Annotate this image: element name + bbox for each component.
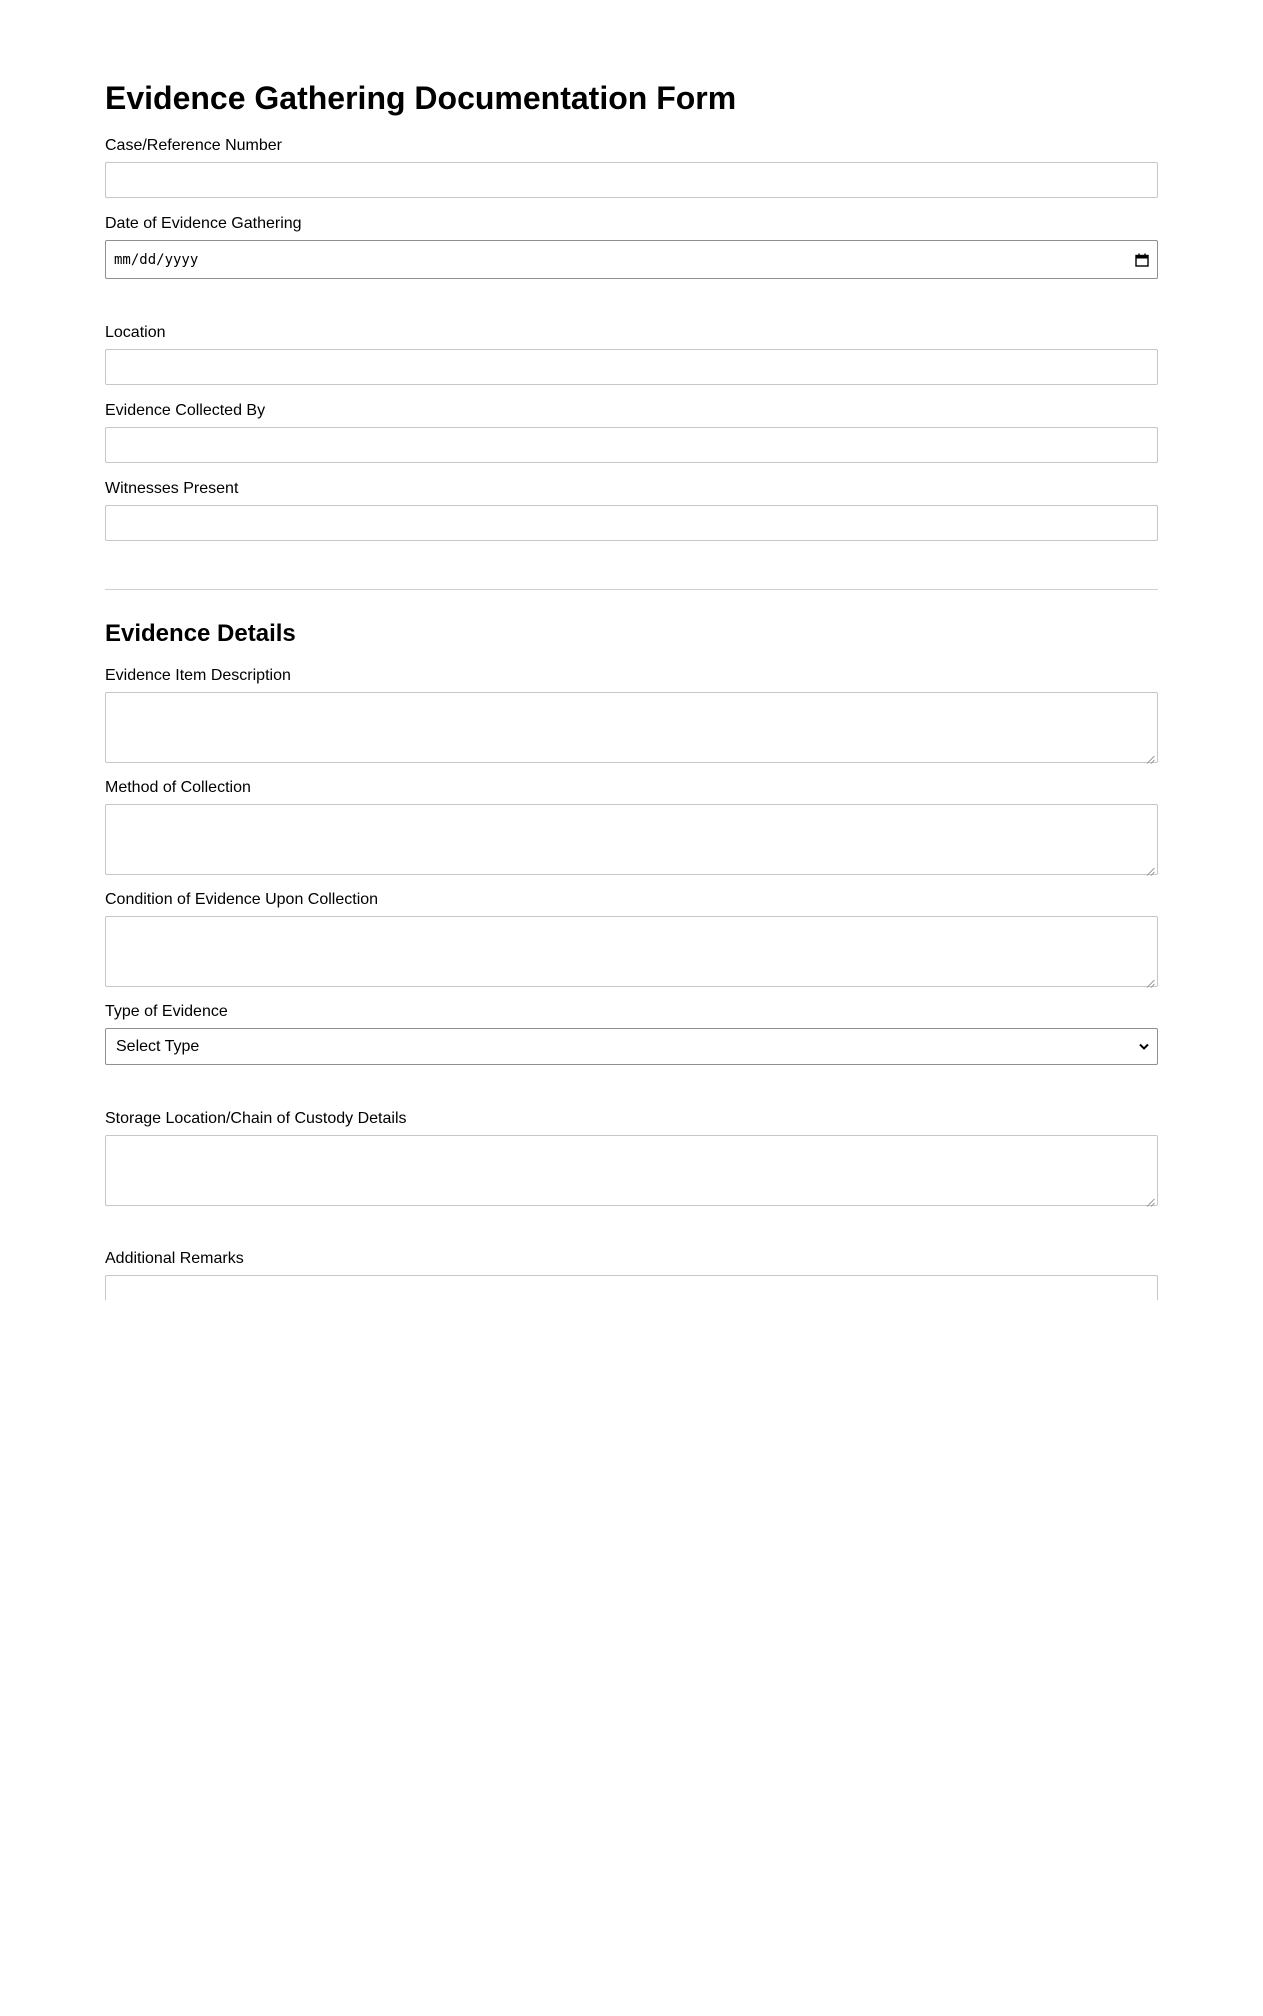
page-title: Evidence Gathering Documentation Form (105, 80, 737, 116)
resize-grip-icon[interactable] (1146, 751, 1155, 760)
resize-grip-icon[interactable] (1146, 1194, 1155, 1203)
storage-textarea[interactable] (105, 1135, 1158, 1206)
condition-textarea[interactable] (105, 916, 1158, 987)
item-description-textarea[interactable] (105, 692, 1158, 763)
witnesses-input[interactable] (105, 505, 1158, 541)
evidence-details-heading: Evidence Details (105, 620, 296, 647)
calendar-icon[interactable] (1135, 253, 1149, 267)
condition-label: Condition of Evidence Upon Collection (105, 891, 379, 908)
date-input[interactable] (105, 240, 1158, 279)
remarks-label: Additional Remarks (105, 1250, 244, 1267)
evidence-type-select[interactable] (105, 1028, 1158, 1065)
date-placeholder: mm/dd/yyyy (114, 251, 199, 268)
resize-grip-icon[interactable] (1146, 863, 1155, 872)
section-divider (105, 589, 1158, 590)
method-label: Method of Collection (105, 779, 251, 796)
storage-label: Storage Location/Chain of Custody Details (105, 1110, 407, 1127)
evidence-type-selected: Select Type (116, 1037, 200, 1055)
evidence-type-label: Type of Evidence (105, 1003, 228, 1020)
method-textarea[interactable] (105, 804, 1158, 875)
witnesses-label: Witnesses Present (105, 480, 239, 497)
location-label: Location (105, 324, 166, 341)
collected-by-label: Evidence Collected By (105, 402, 266, 419)
case-reference-label: Case/Reference Number (105, 137, 282, 154)
resize-grip-icon[interactable] (1146, 975, 1155, 984)
case-reference-input[interactable] (105, 162, 1158, 198)
date-label: Date of Evidence Gathering (105, 215, 302, 232)
item-description-label: Evidence Item Description (105, 667, 291, 684)
chevron-down-icon[interactable] (1139, 1043, 1149, 1050)
remarks-textarea[interactable] (105, 1275, 1158, 1300)
collected-by-input[interactable] (105, 427, 1158, 463)
location-input[interactable] (105, 349, 1158, 385)
